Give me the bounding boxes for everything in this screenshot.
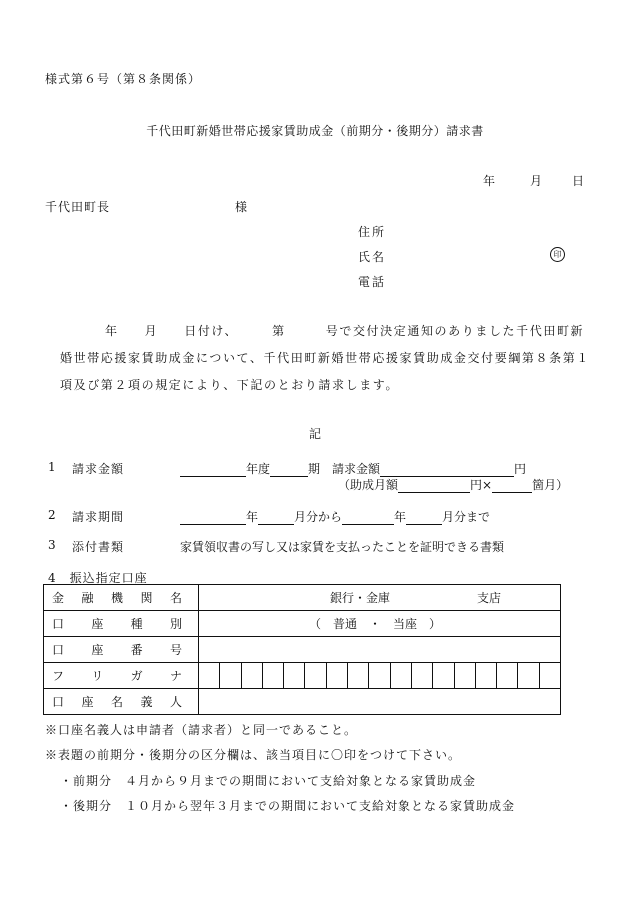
addressee: 千代田町長 (45, 200, 111, 214)
account-number-header: 口 座 番 号 (44, 637, 199, 663)
date-day-label: 日 (572, 174, 585, 188)
monthly-subsidy-blank[interactable] (398, 478, 470, 493)
note-account-holder: ※口座名義人は申請者（請求者）と同一であること。 (45, 723, 358, 737)
period-from-year: 年 (246, 510, 259, 524)
kana-cell[interactable] (454, 663, 475, 688)
item-1-amount-line (180, 460, 526, 477)
item-2-number: 2 (48, 508, 56, 522)
table-row (44, 611, 561, 637)
kana-cell[interactable] (432, 663, 453, 688)
furigana-field[interactable] (199, 663, 561, 689)
period-to-month-blank[interactable] (406, 510, 442, 525)
period-to-year-blank[interactable] (342, 510, 394, 525)
address-label: 住所 (358, 225, 387, 239)
kana-cell[interactable] (241, 663, 262, 688)
request-amount-label: 請求金額 (332, 462, 381, 476)
period-from-year-blank[interactable] (180, 510, 246, 525)
account-type-header: 口 座 種 別 (44, 611, 199, 637)
kana-cell[interactable] (368, 663, 389, 688)
statement-month: 月 (144, 324, 159, 338)
kana-cell[interactable] (475, 663, 496, 688)
item-2-label: 請求期間 (72, 510, 125, 524)
request-statement (60, 318, 590, 399)
item-2-period-line (180, 508, 490, 525)
bank-account-table (43, 584, 561, 715)
phone-label: 電話 (358, 275, 387, 289)
honorific: 様 (235, 200, 248, 214)
kana-cell[interactable] (411, 663, 432, 688)
bank-name-field[interactable] (199, 585, 561, 611)
period-from-month-blank[interactable] (258, 510, 294, 525)
request-amount-blank[interactable] (380, 462, 514, 477)
kana-cell[interactable] (304, 663, 325, 688)
statement-day: 日付け、 (184, 324, 239, 338)
bank-name-header: 金 融 機 関 名 (44, 585, 199, 611)
note-second-half: ・後期分 １０月から翌年３月までの期間において支給対象となる家賃助成金 (60, 799, 516, 813)
account-number-field[interactable] (199, 637, 561, 663)
item-1-label: 請求金額 (72, 462, 125, 476)
months-blank[interactable] (492, 478, 532, 493)
ki-heading: 記 (308, 427, 321, 441)
furigana-header: フ リ ガ ナ (44, 663, 199, 689)
transfer-account-title: 4 振込指定口座 (48, 571, 148, 585)
attachment-description: 家賃領収書の写し又は家賃を支払ったことを証明できる書類 (180, 540, 505, 554)
table-row (44, 637, 561, 663)
kana-cell[interactable] (326, 663, 347, 688)
period-blank[interactable] (270, 462, 308, 477)
months-suffix: 箇月） (532, 478, 569, 492)
account-type-field[interactable] (199, 611, 561, 637)
kana-cell[interactable] (199, 663, 219, 688)
kana-cell[interactable] (390, 663, 411, 688)
item-3-label: 添付書類 (72, 540, 125, 554)
period-to-month: 月分まで (442, 510, 491, 524)
page-title: 千代田町新婚世帯応援家賃助成金（前期分・後期分）請求書 (146, 124, 484, 138)
note-first-half: ・前期分 ４月から９月までの期間において支給対象となる家賃助成金 (60, 774, 477, 788)
kana-cell[interactable] (283, 663, 304, 688)
table-row (44, 663, 561, 689)
fiscal-year-suffix: 年度 (246, 462, 271, 476)
note-circle-mark: ※表題の前期分・後期分の区分欄は、該当項目に〇印をつけて下さい。 (45, 748, 462, 762)
account-holder-header: 口 座 名 義 人 (44, 689, 199, 715)
statement-year: 年 (105, 324, 119, 338)
table-row (44, 689, 561, 715)
name-label: 氏名 (358, 250, 387, 264)
amount-yen: 円 (514, 462, 527, 476)
branch-text: 支店 (477, 591, 502, 605)
item-1-number: 1 (48, 460, 56, 474)
item-1-sub-line (338, 476, 568, 493)
statement-main: 号で交付決定通知のありました千代田町新婚世帯応援家賃助成金について、千代田町新婚世帯応援家賃助成金交付要綱第８条第１項及び第２項の規定により、下記のとおり請求します。 (60, 324, 590, 392)
period-from-month: 月分から (294, 510, 343, 524)
date-month-label: 月 (530, 174, 543, 188)
fiscal-year-blank[interactable] (180, 462, 246, 477)
form-number: 様式第６号（第８条関係） (45, 72, 202, 86)
statement-dai: 第 (272, 324, 286, 338)
kana-cell[interactable] (539, 663, 560, 688)
kana-cell[interactable] (219, 663, 240, 688)
kana-cell[interactable] (262, 663, 283, 688)
bank-type-text: 銀行・金庫 (330, 591, 391, 605)
kana-cell[interactable] (517, 663, 538, 688)
monthly-yen-times: 円× (470, 478, 493, 492)
account-holder-field[interactable] (199, 689, 561, 715)
date-year-label: 年 (483, 174, 496, 188)
item-3-number: 3 (48, 538, 56, 552)
seal-mark: 印 (550, 247, 565, 262)
account-type-options: （ 普通 ・ 当座 ） (309, 617, 442, 631)
period-to-year: 年 (394, 510, 407, 524)
kana-cell[interactable] (347, 663, 368, 688)
monthly-subsidy-label: （助成月額 (338, 478, 399, 492)
period-suffix: 期 (308, 462, 321, 476)
table-row (44, 585, 561, 611)
kana-cell[interactable] (496, 663, 517, 688)
